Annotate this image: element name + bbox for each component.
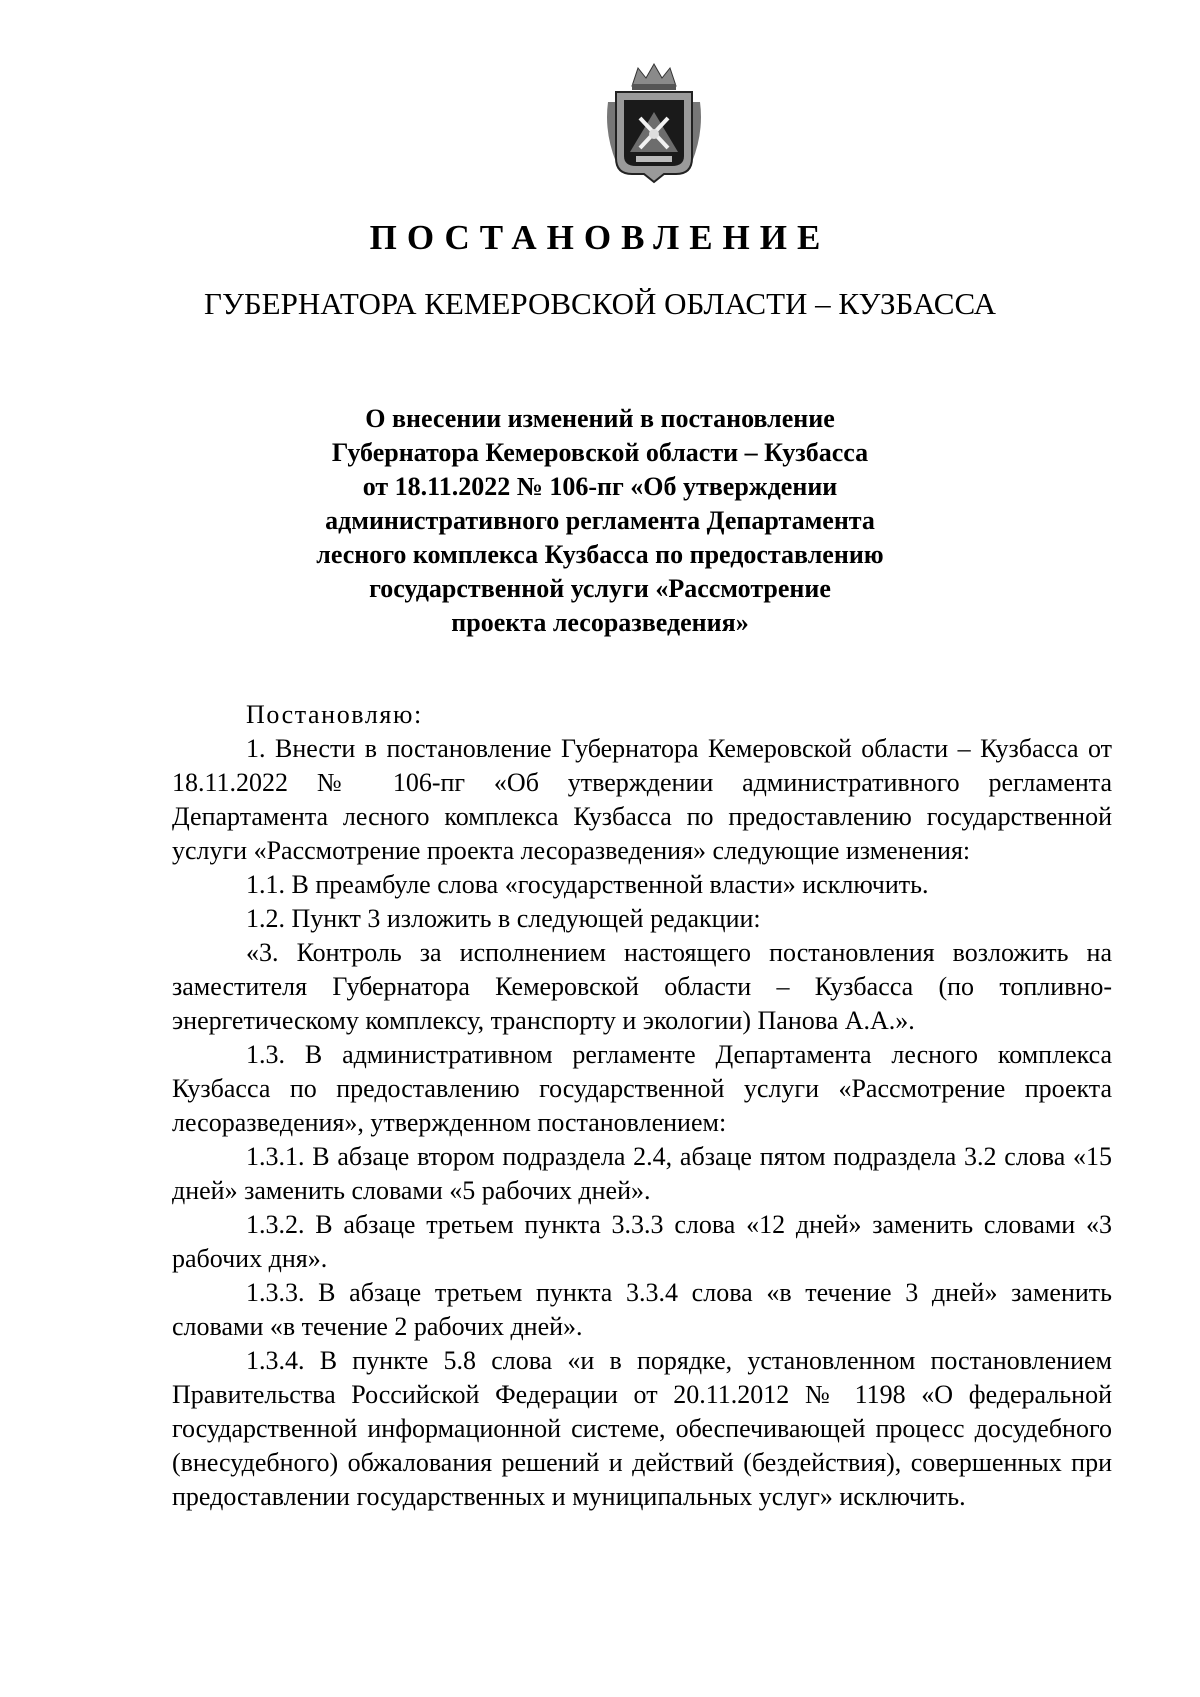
document-subject [250,402,950,640]
paragraph-quote-3: «3. Контроль за исполнением настоящего постановления возложить на заместителя Губернатора Кемеровской области – Кузбасса (по топливно-энергетическому комплексу, транспорту и экологии) Панова А.А.». [172,938,1112,1035]
paragraph-1-1: 1.1. В преамбуле слова «государственной власти» исключить. [246,870,929,899]
coat-of-arms-icon [602,62,706,184]
subject-line: государственной услуги «Рассмотрение [369,574,831,603]
paragraph-1-3-2: 1.3.2. В абзаце третьем пункта 3.3.3 слова «12 дней» заменить словами «3 рабочих дня». [172,1210,1112,1273]
document-title: ПОСТАНОВЛЕНИЕ [369,218,831,257]
paragraph-1-3-4: 1.3.4. В пункте 5.8 слова «и в порядке, установленном постановлением Правительства Российской Федерации от 20.11.2012 № 1198 «О федеральной государственной информационной системе, обеспечивающей процесс досудебного (внесудебного) обжалования решений и действий (бездействия), совершенных при предоставлении государственных и муниципальных услуг» исключить. [172,1346,1112,1511]
subject-line: О внесении изменений в постановление [365,404,835,433]
paragraph-1: 1. Внести в постановление Губернатора Кемеровской области – Кузбасса от 18.11.2022 № 106-пг «Об утверждении административного регламента Департамента лесного комплекса Кузбасса по предоставлению государственной услуги «Рассмотрение проекта лесоразведения» следующие изменения: [172,734,1112,865]
paragraph-1-3-1: 1.3.1. В абзаце втором подраздела 2.4, абзаце пятом подраздела 3.2 слова «15 дней» заменить словами «5 рабочих дней». [172,1142,1112,1205]
subject-line: административного регламента Департамента [325,506,875,535]
paragraph-1-3-3: 1.3.3. В абзаце третьем пункта 3.3.4 слова «в течение 3 дней» заменить словами «в течение 2 рабочих дней». [172,1278,1112,1341]
subject-line: проекта лесоразведения» [451,608,749,637]
resolution-lead: Постановляю: [246,700,423,729]
paragraph-1-3: 1.3. В административном регламенте Департамента лесного комплекса Кузбасса по предоставлению государственной услуги «Рассмотрение проекта лесоразведения», утвержденном постановлением: [172,1040,1112,1137]
paragraph-1-2: 1.2. Пункт 3 изложить в следующей редакции: [246,904,761,933]
subject-line: от 18.11.2022 № 106-пг «Об утверждении [362,472,838,501]
subject-line: лесного комплекса Кузбасса по предоставлению [316,540,884,569]
document-issuer: ГУБЕРНАТОРА КЕМЕРОВСКОЙ ОБЛАСТИ – КУЗБАССА [204,286,996,321]
subject-line: Губернатора Кемеровской области – Кузбасса [331,438,869,467]
document-body [172,698,1112,1514]
